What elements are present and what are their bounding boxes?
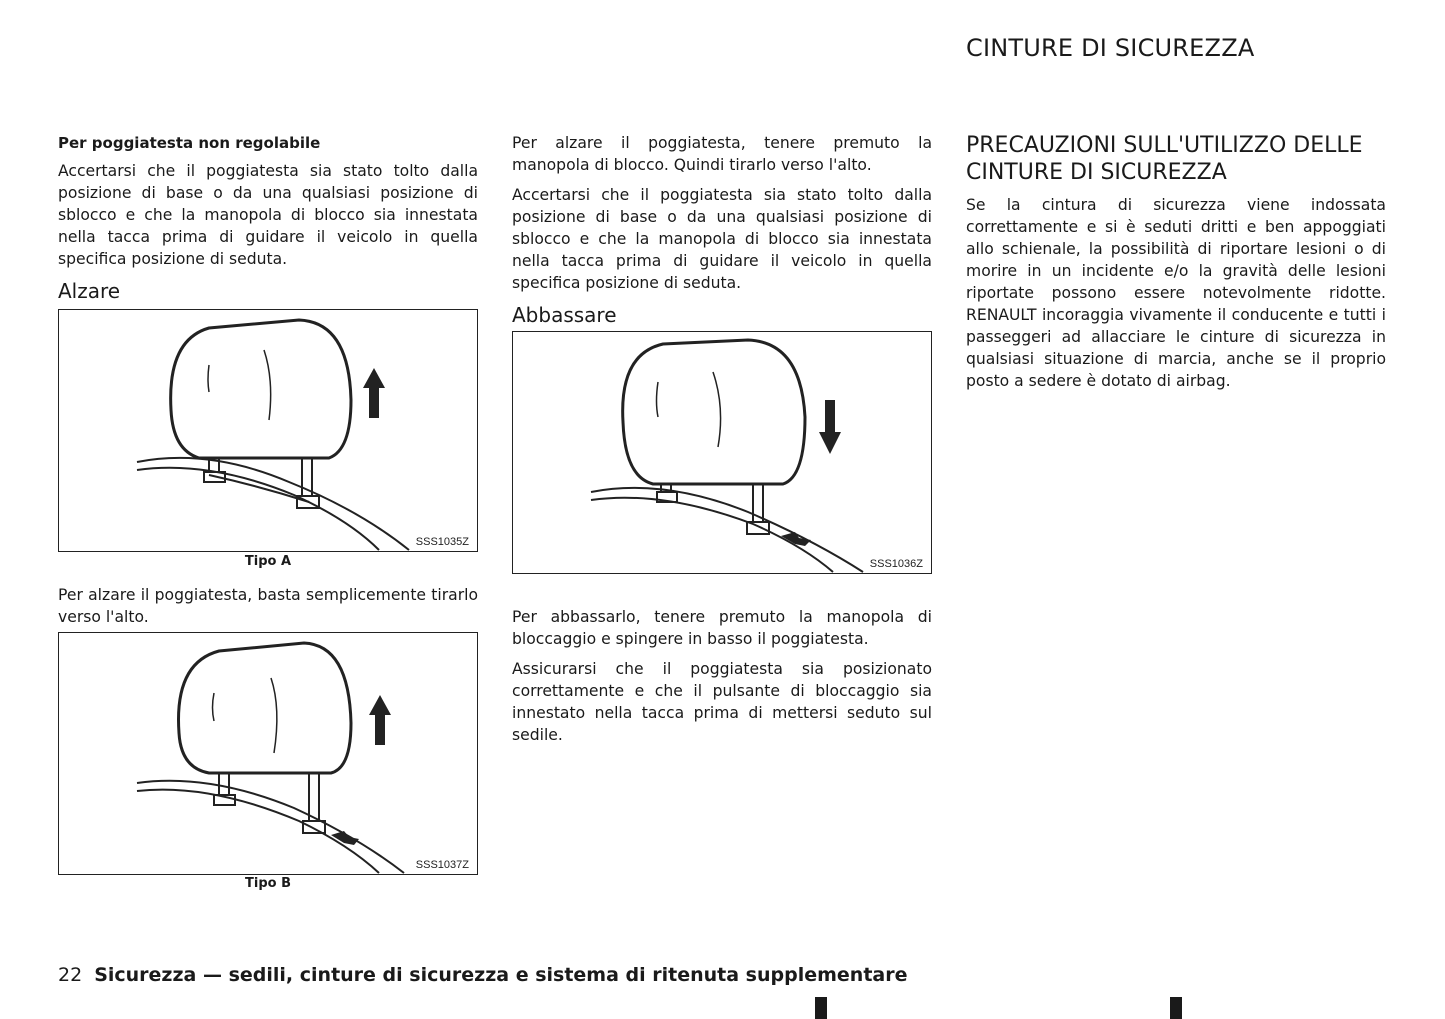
headrest-raise-illustration (59, 310, 479, 553)
figure-code: SSS1036Z (869, 558, 923, 570)
column-3 (966, 194, 1386, 400)
arrow-up-icon (363, 368, 385, 418)
figure-caption-type-a: Tipo A (244, 554, 292, 569)
column-2-lower (512, 606, 932, 754)
figure-code: SSS1037Z (415, 859, 469, 871)
subheading-non-adjustable: Per poggiatesta non regolabile (58, 134, 321, 152)
figure-headrest-lower (512, 331, 932, 574)
col2-paragraph-2: Accertarsi che il poggiatesta sia stato tolto dalla posizione di base o da una qualsiasi posizione di sblocco e che la manopola di blocco sia innestata nella tacca prima di guidare il veicolo in quella specifica posizione di seduta. (512, 186, 932, 292)
step-title-lower: Abbassare (512, 303, 617, 327)
step-title-raise: Alzare (58, 279, 121, 303)
figure-headrest-type-a (58, 309, 478, 552)
arrow-down-icon (819, 400, 841, 454)
col2-paragraph-4: Assicurarsi che il poggiatesta sia posizionato correttamente e che il pulsante di bloccaggio sia innestato nella tacca prima di mettersi seduto sul sedile. (512, 660, 932, 744)
section-title: CINTURE DI SICUREZZA (966, 34, 1255, 62)
col3-paragraph-1: Se la cintura di sicurezza viene indossata correttamente e si è seduti dritti e ben appoggiati allo schienale, la possibilità di riportare lesioni o di morire in un incidente e/o la gravità delle lesioni riportate possono essere notevolmente ridotte. RENAULT incoraggia vivamente il conducente e tutti i passeggeri ad allacciare le cinture di sicurezza in qualsiasi situazione di marcia, anche se il proprio posto a sedere è dotato di airbag. (966, 196, 1386, 390)
figure-caption-type-b: Tipo B (245, 876, 291, 891)
tab-marker-right (1170, 997, 1182, 1019)
footer-chapter-title: Sicurezza — sedili, cinture di sicurezza e sistema di ritenuta supplementare (94, 964, 908, 986)
col2-paragraph-1: Per alzare il poggiatesta, tenere premuto la manopola di blocco. Quindi tirarlo verso l'alto. (512, 134, 932, 174)
col1-paragraph-2: Per alzare il poggiatesta, basta semplicemente tirarlo verso l'alto. (58, 586, 478, 626)
column-1 (58, 132, 478, 308)
headrest-lower-illustration (513, 332, 933, 575)
headrest-raise-button-illustration (59, 633, 479, 876)
page-footer (58, 964, 908, 986)
column-2 (512, 132, 932, 332)
col2-paragraph-3: Per abbassarlo, tenere premuto la manopola di bloccaggio e spingere in basso il poggiatesta. (512, 608, 932, 648)
column-1-lower (58, 584, 478, 636)
precautions-heading: PRECAUZIONI SULL'UTILIZZO DELLE CINTURE DI SICUREZZA (966, 133, 1363, 185)
page-number: 22 (58, 964, 83, 986)
arrow-up-icon (369, 695, 391, 745)
tab-marker-left (815, 997, 827, 1019)
push-arrow-icon (331, 831, 359, 845)
figure-code: SSS1035Z (415, 536, 469, 548)
figure-headrest-type-b (58, 632, 478, 875)
col1-paragraph-1: Accertarsi che il poggiatesta sia stato tolto dalla posizione di base o da una qualsiasi posizione di sblocco e che la manopola di blocco sia innestata nella tacca prima di guidare il veicolo in quella specifica posizione di seduta. (58, 162, 478, 268)
